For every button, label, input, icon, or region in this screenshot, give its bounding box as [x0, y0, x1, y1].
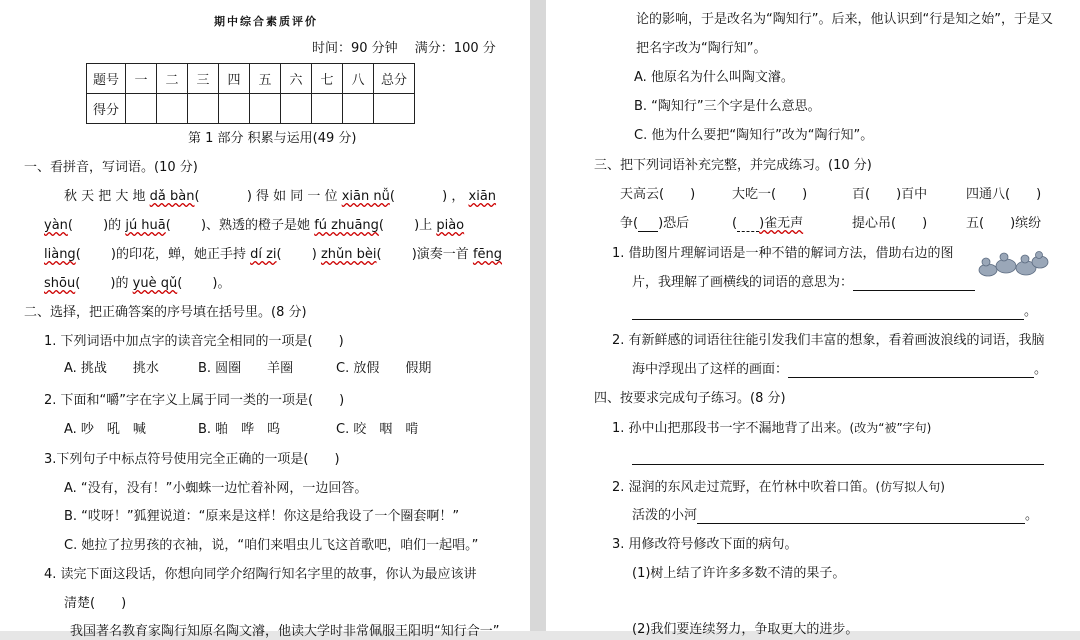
idiom-blank: 大吃一( )	[732, 187, 808, 202]
text: ( )、熟透的橙子是她	[165, 218, 311, 233]
score-input-cell[interactable]	[126, 94, 157, 124]
pinyin: shōu	[44, 276, 76, 291]
pinyin: liàng	[44, 247, 76, 262]
pinyin: dí zi	[250, 247, 277, 262]
text: 活泼的小河	[632, 508, 698, 523]
score-input-cell[interactable]	[250, 94, 281, 124]
text: 。	[1024, 304, 1038, 319]
text: 1. 孙中山把那段书一字不漏地背了出来。	[612, 421, 850, 436]
section1-line2	[44, 218, 464, 234]
answer-line[interactable]	[853, 290, 975, 291]
score-header-cell: 题号	[87, 64, 126, 94]
idiom-blank: 百( )百中	[852, 187, 928, 202]
score-input-cell[interactable]	[343, 94, 374, 124]
option-a: A. 吵 吼 喊	[64, 422, 146, 437]
score-header-cell: 七	[312, 64, 343, 94]
right-page	[546, 0, 1080, 637]
answer-blank[interactable]	[638, 231, 658, 232]
text: 片，我理解了画横线的词语的意思为：	[632, 275, 854, 290]
score-input-cell[interactable]	[312, 94, 343, 124]
text: 。	[1034, 362, 1048, 377]
score-input-cell[interactable]	[157, 94, 188, 124]
pinyin: fēng	[472, 247, 503, 262]
idiom-blank-wavy	[732, 216, 803, 232]
question-2-2: 2. 下面和“嚼”字在字义上属于同一类的一项是( )	[44, 393, 345, 408]
text: (	[732, 216, 738, 231]
text: ( )的	[67, 218, 122, 233]
score-header-cell: 三	[188, 64, 219, 94]
pinyin: fú zhuāng	[314, 218, 379, 233]
score-header-cell: 五	[250, 64, 281, 94]
score-header-cell: 六	[281, 64, 312, 94]
text: ( )的	[75, 276, 129, 291]
pinyin: zhǔn bèi	[320, 247, 377, 262]
text: ( )上	[378, 218, 433, 233]
score-header-cell: 一	[126, 64, 157, 94]
answer-blank[interactable]	[737, 219, 759, 232]
idiom-blank-underlined	[620, 216, 689, 232]
document-title: 期中综合素质评价	[214, 15, 318, 28]
question-2-1: 1. 下列词语中加点字的读音完全相同的一项是( )	[44, 334, 344, 349]
text: )恐后	[658, 216, 690, 231]
passage-continued: 把名字改为“陶行知”。	[636, 41, 767, 56]
text: 。	[1025, 508, 1039, 523]
answer-line[interactable]	[632, 319, 1024, 320]
question-4-3-1: (1)树上结了许许多多数不清的果子。	[632, 566, 846, 581]
question-2-3: 3.下列句子中标点符号使用完全正确的一项是( )	[44, 452, 340, 467]
pinyin: piào	[436, 218, 465, 233]
text: ( ) 得 如 同 一 位	[194, 189, 338, 204]
score-input-cell[interactable]	[188, 94, 219, 124]
part1-title: 第 1 部分 积累与运用(49 分)	[188, 131, 357, 146]
pinyin: dǎ bàn	[149, 189, 195, 204]
option-a: A. 挑战 挑水	[64, 361, 159, 376]
pinyin: xiān	[468, 189, 497, 204]
question-4-2	[612, 479, 945, 496]
option-c: C. 放假 假期	[336, 361, 432, 376]
section1-line3	[44, 247, 502, 263]
instruction-note: (仿写拟人句)	[875, 480, 945, 494]
passage-continued: 论的影响，于是改名为“陶知行”。后来，他认识到“行是知之始”，于是又	[636, 12, 1053, 27]
idiom-blank: 天高云( )	[620, 187, 696, 202]
answer-line[interactable]	[697, 523, 1025, 524]
question-4-3-2: (2)我们要连续努力，争取更大的进步。	[632, 622, 859, 637]
pinyin: jú huā	[125, 218, 166, 233]
question-3-2-cont	[632, 362, 1047, 378]
pinyin: yàn	[44, 218, 68, 233]
answer-line[interactable]	[632, 464, 1044, 465]
option-c: C. 咬 咽 啃	[336, 422, 419, 437]
passage-text: 我国著名教育家陶行知原名陶文濬，他读大学时非常佩服王阳明“知行合一”	[44, 624, 500, 639]
question-3-1: 1. 借助图片理解词语是一种不错的解词方法，借助右边的图	[612, 246, 954, 261]
time-info: 时间：90 分钟 满分：100 分	[312, 41, 496, 56]
section1-title: 一、看拼音，写词语。(10 分)	[24, 160, 198, 175]
answer-line-row	[632, 304, 1037, 320]
section3-title: 三、把下列词语补充完整，并完成练习。(10 分)	[594, 158, 872, 173]
section1-line4	[44, 276, 230, 292]
option-b: B. “陶知行”三个字是什么意思。	[634, 99, 821, 114]
score-table-header-row	[87, 64, 415, 94]
answer-line[interactable]	[788, 377, 1034, 378]
pinyin: yuè qǔ	[132, 276, 178, 291]
text: ( )演奏一首	[376, 247, 469, 262]
text: 秋 天 把 大 地	[64, 189, 146, 204]
section4-title: 四、按要求完成句子练习。(8 分)	[594, 391, 786, 406]
question-3-2: 2. 有新鲜感的词语往往能引发我们丰富的想象，看着画波浪线的词语，我脑	[612, 333, 1045, 348]
score-header-cell: 八	[343, 64, 374, 94]
illustration-icon	[976, 248, 1050, 282]
idiom-blank: 提心吊( )	[852, 216, 928, 231]
score-row-label: 得分	[87, 94, 126, 124]
text: 争(	[620, 216, 639, 231]
question-4-1	[612, 420, 931, 437]
score-input-cell[interactable]	[281, 94, 312, 124]
text: ( )。	[177, 276, 231, 291]
score-header-cell: 二	[157, 64, 188, 94]
option-b: B. 啪 哗 呜	[198, 422, 281, 437]
section2-title: 二、选择，把正确答案的序号填在括号里。(8 分)	[24, 305, 307, 320]
text: 海中浮现出了这样的画面：	[632, 362, 789, 377]
idiom-blank: 四通八( )	[966, 187, 1042, 202]
pinyin: xiān nǚ	[341, 189, 390, 204]
text: )雀无声	[759, 216, 804, 231]
score-header-cell: 四	[219, 64, 250, 94]
question-2-4-cont: 清楚( )	[64, 596, 127, 611]
text: ( )的印花，蝉，她正手持	[75, 247, 246, 262]
left-page	[0, 0, 530, 639]
text: 2. 湿润的东风走过荒野，在竹林中吹着口笛。	[612, 480, 876, 495]
option-c: C. 她拉了拉男孩的衣袖，说，“咱们来唱虫儿飞这首歌吧，咱们一起唱。”	[64, 538, 479, 553]
score-header-cell: 总分	[374, 64, 415, 94]
score-table	[86, 63, 415, 124]
answer-line-row	[632, 449, 1044, 465]
option-b: B. 圆圈 羊圈	[198, 361, 294, 376]
option-b: B. “哎呀！”狐狸说道：“原来是这样！你这是给我设了一个圈套啊！”	[64, 509, 460, 524]
score-table-score-row	[87, 94, 415, 124]
score-input-cell[interactable]	[219, 94, 250, 124]
option-a: A. 他原名为什么叫陶文濬。	[634, 70, 794, 85]
page-gutter	[530, 0, 546, 631]
question-4-2-answer	[632, 508, 1038, 524]
section1-line1	[64, 189, 496, 205]
idiom-blank: 五( )缤纷	[966, 216, 1042, 231]
option-a: A. “没有，没有！”小蜘蛛一边忙着补网，一边回答。	[64, 481, 368, 496]
score-input-cell[interactable]	[374, 94, 415, 124]
question-2-4: 4. 读完下面这段话，你想向同学介绍陶行知名字里的故事，你认为最应该讲	[44, 567, 477, 582]
question-4-3: 3. 用修改符号修改下面的病句。	[612, 537, 798, 552]
text: ( ) ，	[389, 189, 465, 204]
text: ( )	[276, 247, 317, 262]
question-3-1-cont	[632, 275, 975, 291]
instruction-note: (改为“被”字句)	[849, 421, 932, 435]
option-c: C. 他为什么要把“陶知行”改为“陶行知”。	[634, 128, 874, 143]
